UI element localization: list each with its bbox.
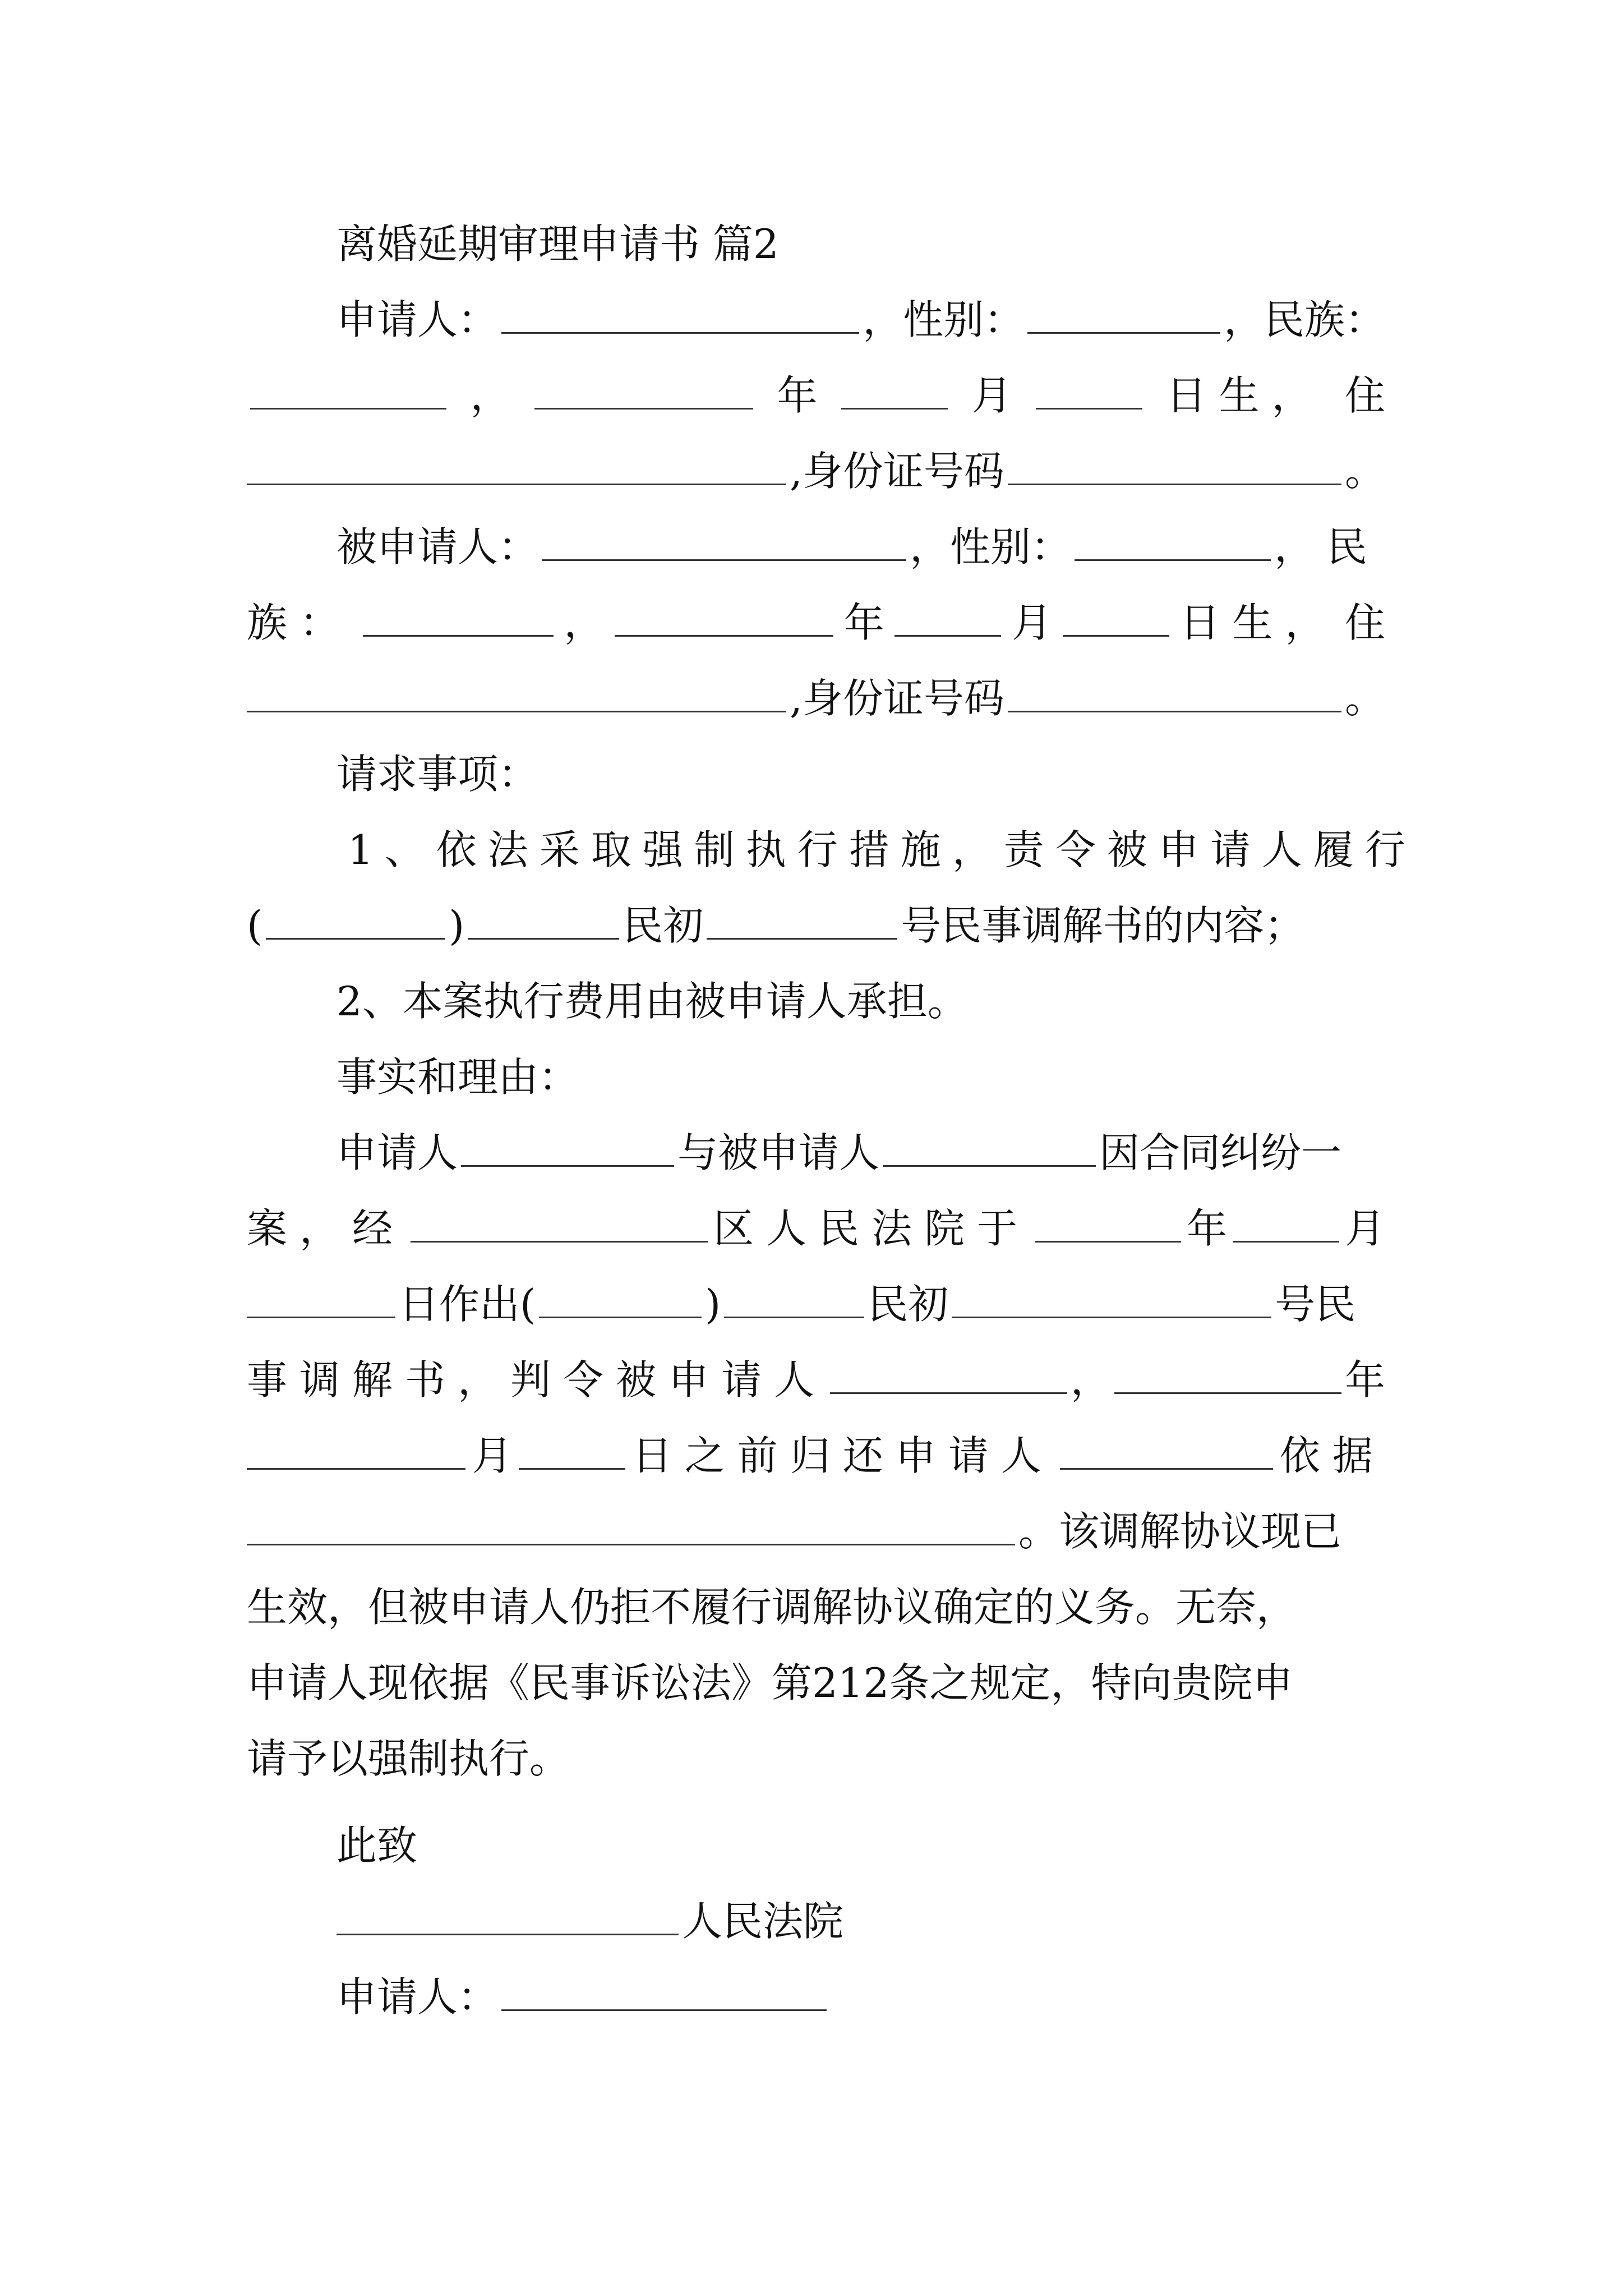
claim-1-text: 1、依法采取强制执行措施，责令被申请人履行 — [348, 826, 1417, 873]
respondent-ethnicity-blank[interactable] — [363, 598, 554, 637]
respondent-address-blank[interactable] — [247, 674, 786, 712]
title-text: 离婚延期审理申请书 篇2 — [336, 220, 779, 268]
period: 。 — [1344, 448, 1385, 495]
applicant-address-blank[interactable] — [247, 447, 786, 485]
month-label: 月 — [472, 1432, 513, 1479]
respondent-birth-month-blank[interactable] — [895, 598, 1001, 637]
claim-1-line-2 — [247, 898, 1385, 954]
respondent-name-blank[interactable] — [542, 522, 906, 561]
claim-1-line-1 — [247, 822, 1417, 878]
facts-line-9 — [247, 1731, 1385, 1787]
respondent-line-3 — [247, 670, 1385, 726]
facts-line-4 — [247, 1352, 1385, 1408]
signature-blank[interactable] — [501, 1972, 827, 2011]
respondent-gender-label: ，性别： — [910, 523, 1072, 570]
open-paren: ( — [247, 902, 263, 949]
amount-blank[interactable] — [1060, 1431, 1273, 1470]
respondent-line-1 — [247, 519, 1385, 575]
facts-text: 区人民法院于 — [713, 1205, 1030, 1252]
court-line — [247, 1893, 1385, 1949]
case-number-blank[interactable] — [707, 901, 897, 940]
facts-line-2 — [247, 1200, 1385, 1257]
year-blank[interactable] — [1114, 1355, 1341, 1394]
facts-line-7 — [247, 1579, 1385, 1635]
respondent-birth-year-blank[interactable] — [615, 598, 833, 637]
claims-heading-text: 请求事项： — [336, 751, 539, 798]
claim-2 — [247, 973, 1385, 1029]
month-label: 月 — [971, 372, 1012, 419]
respondent-ethnicity-end: 族： — [247, 599, 353, 646]
id-number-label: ,身份证号码 — [790, 675, 1004, 722]
applicant-birth-month-blank[interactable] — [841, 371, 948, 409]
court-name-blank[interactable] — [336, 1897, 679, 1935]
respondent-blank[interactable] — [883, 1128, 1096, 1167]
facts-text: 生效，但被申请人仍拒不履行调解协议确定的义务。无奈， — [247, 1584, 1297, 1631]
comma: ， — [564, 599, 605, 646]
civil-label: 民初 — [623, 902, 704, 949]
applicant-line-1 — [247, 292, 1385, 348]
facts-text: 日作出( — [399, 1281, 536, 1328]
case-year-blank[interactable] — [266, 901, 445, 940]
facts-heading-text: 事实和理由： — [336, 1053, 579, 1101]
facts-text: 。该调解协议现已 — [1018, 1508, 1342, 1555]
facts-line-8 — [247, 1655, 1385, 1711]
district-blank[interactable] — [411, 1204, 708, 1243]
case-number-blank[interactable] — [952, 1280, 1271, 1318]
live-label: 住 — [1344, 599, 1385, 646]
facts-text: 因合同纠纷一 — [1099, 1129, 1342, 1176]
claims-heading — [247, 746, 1385, 802]
applicant-birth-year-blank[interactable] — [534, 371, 753, 409]
day-blank[interactable] — [247, 1280, 395, 1318]
applicant-gender-blank[interactable] — [1027, 295, 1220, 334]
court-label: 人民法院 — [682, 1898, 844, 1945]
year-blank[interactable] — [1035, 1204, 1181, 1243]
year-label: 年 — [1344, 1356, 1385, 1404]
facts-line-6 — [247, 1503, 1385, 1559]
facts-text: 申请人 — [336, 1129, 458, 1176]
period: 。 — [1344, 675, 1385, 722]
year-label: 年 — [1186, 1205, 1227, 1252]
respondent-birth-day-blank[interactable] — [1063, 598, 1169, 637]
respondent-line-2 — [247, 595, 1385, 651]
comma: ， — [1070, 1356, 1111, 1404]
facts-heading — [247, 1049, 1385, 1105]
respondent-id-blank[interactable] — [1008, 674, 1341, 712]
document-title — [247, 216, 1385, 272]
facts-text: 日之前归还申请人 — [631, 1432, 1054, 1479]
close-paren: ) — [449, 902, 465, 949]
respondent-label: 被申请人： — [336, 523, 539, 570]
civil-label: 民初 — [868, 1281, 949, 1328]
case-court-blank[interactable] — [468, 901, 619, 940]
closing-text: 此致 — [336, 1822, 418, 1869]
signature-label: 申请人： — [336, 1973, 499, 2021]
close-paren: ) — [705, 1281, 721, 1328]
applicant-line-2 — [247, 367, 1385, 424]
applicant-line-3 — [247, 443, 1385, 499]
applicant-label: 申请人： — [336, 296, 499, 343]
facts-text: 申请人现依据《民事诉讼法》第212条之规定，特向贵院申 — [247, 1659, 1293, 1706]
applicant-birth-day-blank[interactable] — [1036, 371, 1142, 409]
applicant-name-blank[interactable] — [501, 295, 859, 334]
applicant-id-blank[interactable] — [1008, 447, 1341, 485]
facts-text: 事调解书，判令被申请人 — [247, 1356, 827, 1404]
month-label: 月 — [1344, 1205, 1385, 1252]
applicant-gender-label: ，性别： — [863, 296, 1025, 343]
respondent-blank[interactable] — [830, 1355, 1067, 1394]
case-year-blank[interactable] — [539, 1280, 702, 1318]
respondent-ethnicity-label: ，民 — [1274, 523, 1380, 570]
facts-line-5 — [247, 1428, 1385, 1484]
day-born-label: 日生， — [1179, 599, 1338, 646]
applicant-ethnicity-blank[interactable] — [250, 371, 446, 409]
facts-line-3 — [247, 1276, 1385, 1332]
live-label: 住 — [1344, 372, 1385, 419]
id-number-label: ,身份证号码 — [790, 448, 1004, 495]
case-court-blank[interactable] — [724, 1280, 864, 1318]
facts-text: 依据 — [1279, 1432, 1385, 1479]
claim-1-rest: 号民事调解书的内容； — [901, 902, 1305, 949]
basis-blank[interactable] — [247, 1507, 1015, 1545]
day-blank[interactable] — [519, 1431, 625, 1470]
claim-2-text: 2、本案执行费用由被申请人承担。 — [336, 978, 968, 1025]
facts-text: 号民 — [1275, 1281, 1356, 1328]
facts-text: 案，经 — [247, 1205, 405, 1252]
applicant-ethnicity-label: ，民族： — [1223, 296, 1385, 343]
month-label: 月 — [1011, 599, 1052, 646]
month-blank[interactable] — [1233, 1204, 1339, 1243]
applicant-blank[interactable] — [461, 1128, 674, 1167]
day-born-label: 日生， — [1166, 372, 1325, 419]
respondent-gender-blank[interactable] — [1075, 522, 1271, 561]
closing — [247, 1818, 1385, 1874]
comma: ， — [470, 372, 511, 419]
facts-line-1 — [247, 1125, 1385, 1181]
facts-text: 请予以强制执行。 — [247, 1735, 570, 1782]
year-label: 年 — [843, 599, 884, 646]
facts-text: 与被申请人 — [677, 1129, 880, 1176]
signature-line — [247, 1969, 1385, 2025]
year-label: 年 — [777, 372, 818, 419]
month-blank[interactable] — [247, 1431, 465, 1470]
